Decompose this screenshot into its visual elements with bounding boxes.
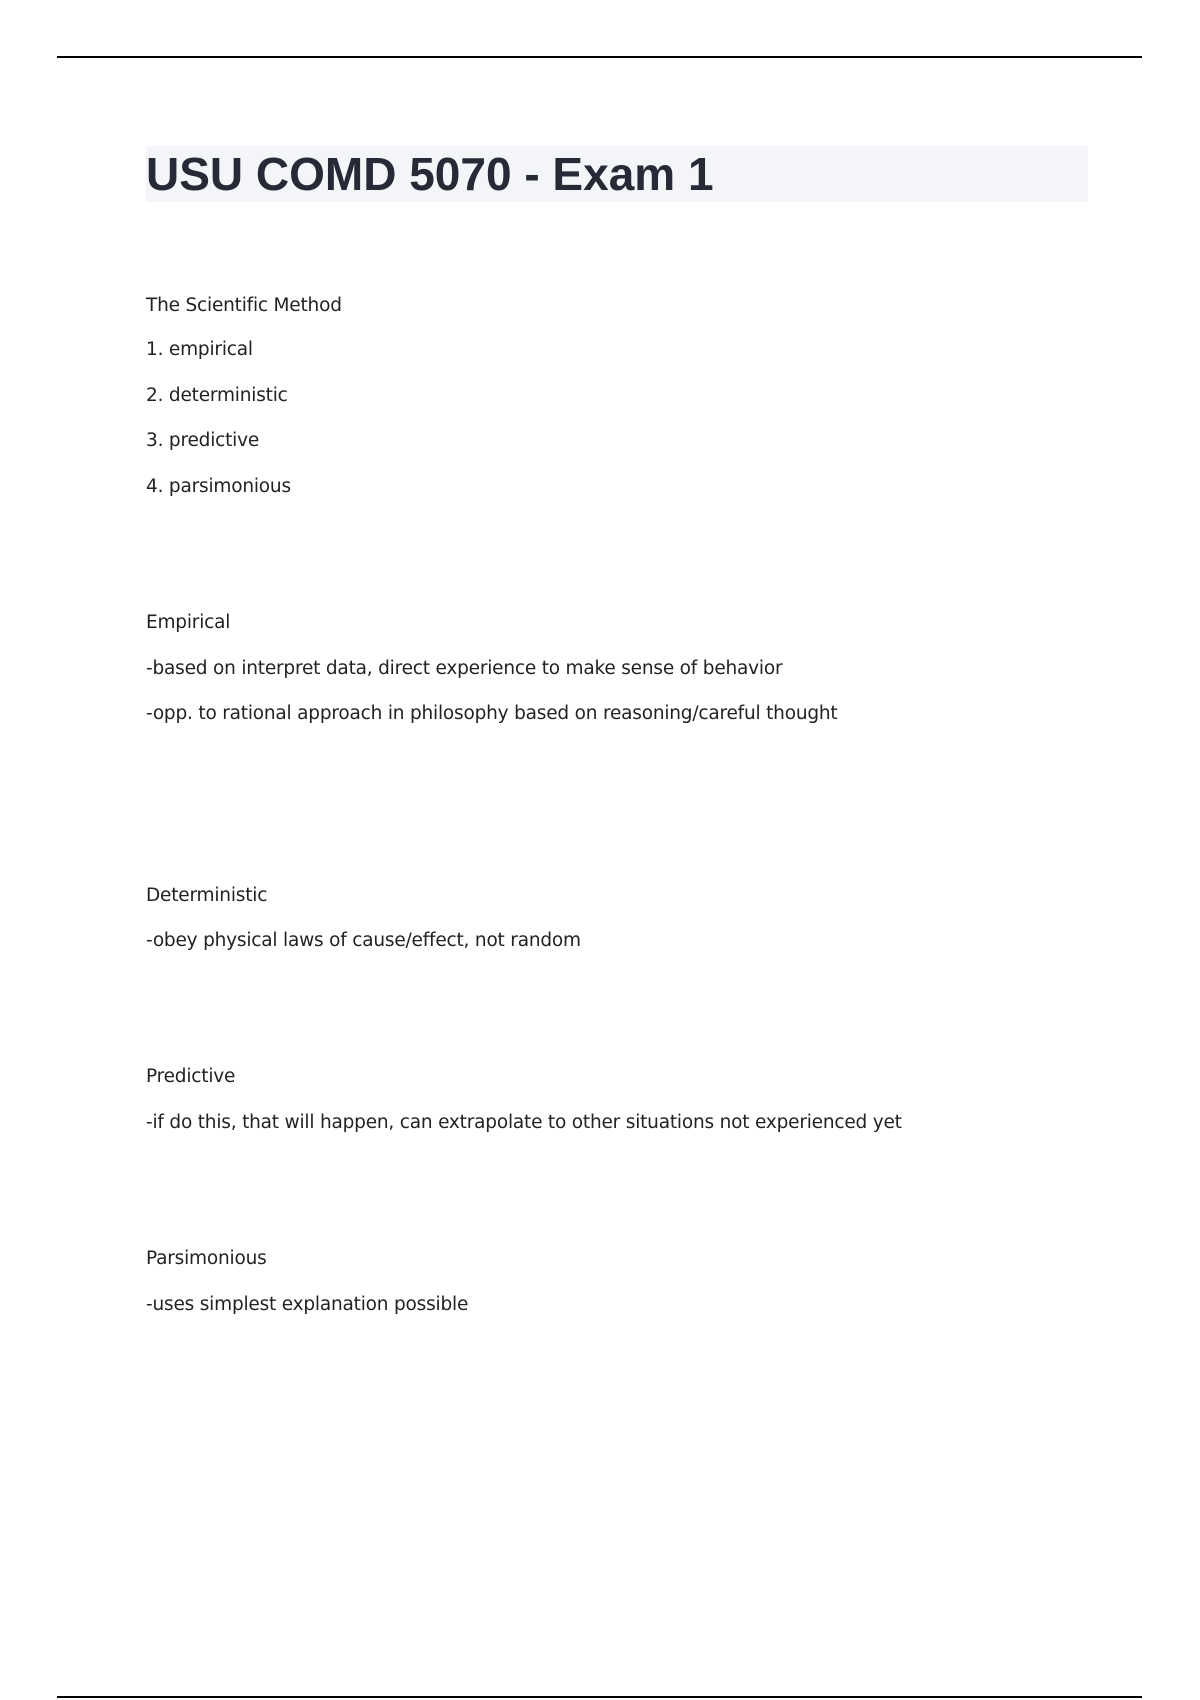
card-term-deterministic: Deterministic — [146, 885, 268, 906]
page-title: USU COMD 5070 - Exam 1 — [146, 148, 714, 200]
card-line: -based on interpret data, direct experience to make sense of behavior — [146, 658, 783, 679]
card-line: 3. predictive — [146, 430, 260, 451]
card-term-parsimonious: Parsimonious — [146, 1248, 267, 1269]
card-line: -uses simplest explanation possible — [146, 1294, 469, 1315]
card-term-empirical: Empirical — [146, 612, 231, 633]
card-term-predictive: Predictive — [146, 1066, 236, 1087]
card-line: 4. parsimonious — [146, 476, 291, 497]
top-rule — [57, 56, 1142, 58]
card-term-scientific-method: The Scientific Method — [146, 295, 342, 316]
card-line: -obey physical laws of cause/effect, not random — [146, 930, 581, 951]
card-line: -if do this, that will happen, can extrapolate to other situations not experienced yet — [146, 1112, 902, 1133]
card-line: 2. deterministic — [146, 385, 288, 406]
card-line: 1. empirical — [146, 339, 253, 360]
card-line: -opp. to rational approach in philosophy based on reasoning/careful thought — [146, 703, 838, 724]
bottom-rule — [57, 1696, 1142, 1698]
title-block — [146, 146, 1088, 202]
